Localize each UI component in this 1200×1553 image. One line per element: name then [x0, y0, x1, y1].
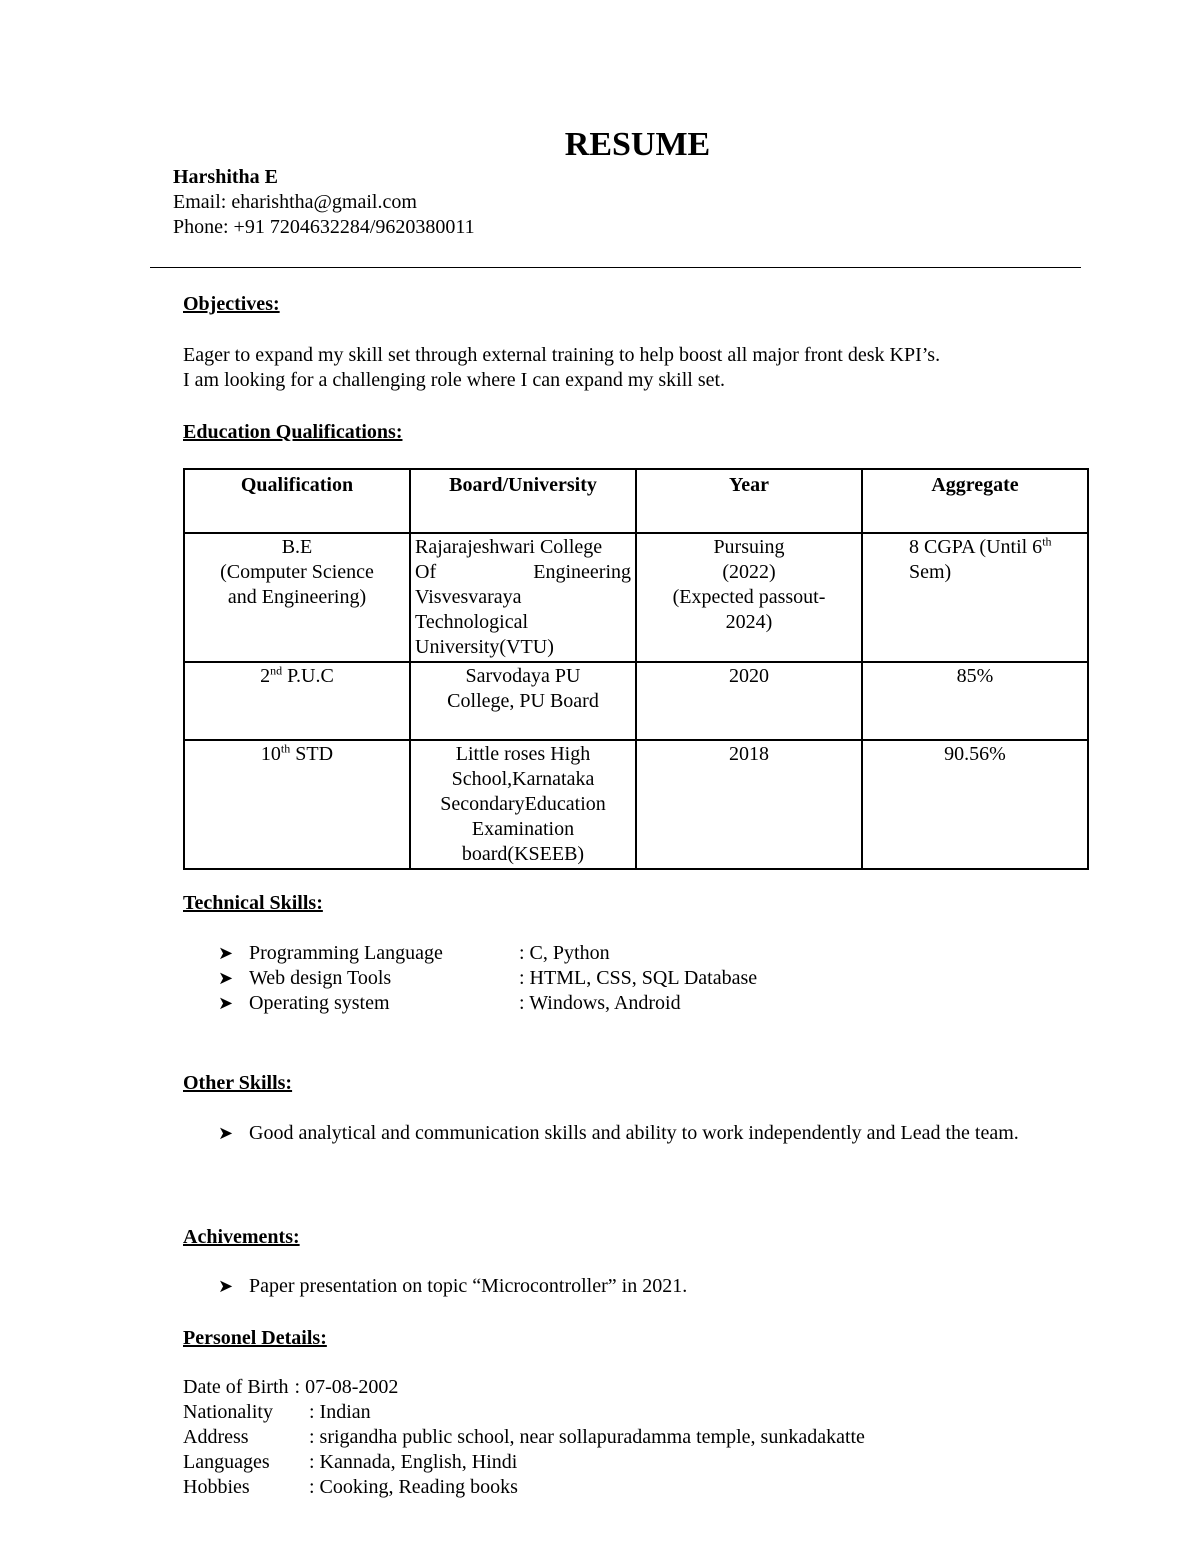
- year-cell: [636, 533, 862, 662]
- personal-value: : Cooking, Reading books: [309, 1476, 518, 1498]
- email-line: Email: eharishtha@gmail.com: [173, 191, 417, 213]
- aggregate-value: 8 CGPA (Until 6th Sem): [909, 534, 1052, 583]
- technical-skills-heading: Technical Skills:: [183, 892, 323, 914]
- cell-line: Sarvodaya PU: [465, 665, 581, 687]
- skill-value: : Windows, Android: [519, 992, 681, 1014]
- skill-label: Programming Language: [249, 942, 443, 964]
- arrowhead-bullet-icon: ➤: [218, 993, 234, 1013]
- skill-value: : HTML, CSS, SQL Database: [519, 967, 758, 989]
- cell-line: College, PU Board: [447, 690, 599, 712]
- skill-label: Web design Tools: [249, 967, 392, 989]
- phone-line: Phone: +91 7204632284/9620380011: [173, 216, 475, 238]
- cell-line: University(VTU): [415, 636, 554, 658]
- cell-line: (Expected passout-: [672, 586, 826, 608]
- objectives-text: [183, 343, 940, 393]
- cell-line: and Engineering): [227, 586, 367, 608]
- table-row: [184, 740, 1088, 869]
- personal-row: [183, 1375, 865, 1400]
- personal-label: Date of Birth: [183, 1376, 289, 1398]
- cell-line: board(KSEEB): [461, 843, 585, 865]
- personal-label: Nationality: [183, 1401, 273, 1423]
- arrowhead-bullet-icon: ➤: [218, 1276, 234, 1296]
- aggregate-cell: 85%: [862, 662, 1088, 740]
- skill-label: Operating system: [249, 992, 390, 1014]
- year-cell: 2018: [636, 740, 862, 869]
- other-skills-list: [218, 1120, 1028, 1147]
- personal-row: [183, 1475, 865, 1500]
- list-item: [218, 1274, 687, 1299]
- technical-skills-list: [218, 941, 757, 1016]
- candidate-name: Harshitha E: [173, 166, 279, 188]
- education-heading: Education Qualifications:: [183, 421, 403, 443]
- achievements-list: [218, 1274, 687, 1299]
- board-cell: [410, 662, 636, 740]
- qualification-value: 2nd P.U.C: [260, 663, 334, 687]
- cell-line: Little roses High: [455, 743, 591, 765]
- aggregate-cell: 90.56%: [862, 740, 1088, 869]
- list-item: [218, 941, 757, 966]
- contact-header: [173, 165, 475, 240]
- personal-value: : Kannada, English, Hindi: [309, 1451, 518, 1473]
- header-divider: [150, 267, 1081, 268]
- personal-label: Languages: [183, 1451, 270, 1473]
- arrowhead-bullet-icon: ➤: [218, 968, 234, 988]
- qualification-value: 10th STD: [260, 741, 334, 765]
- list-item: [218, 966, 757, 991]
- personal-value: : Indian: [309, 1401, 371, 1423]
- education-table: [183, 468, 1089, 870]
- table-header-row: [184, 469, 1088, 533]
- board-cell: [410, 740, 636, 869]
- column-header: Year: [636, 469, 862, 533]
- cell-line: [415, 560, 631, 585]
- personal-label: Hobbies: [183, 1476, 250, 1498]
- skill-value: : C, Python: [519, 942, 610, 964]
- objective-line: I am looking for a challenging role where I can expand my skill set.: [183, 369, 726, 391]
- cell-line: Technological: [415, 611, 528, 633]
- resume-title: RESUME: [564, 126, 711, 163]
- cell-line: SecondaryEducation: [440, 793, 606, 815]
- other-skills-heading: Other Skills:: [183, 1072, 293, 1094]
- year-cell: 2020: [636, 662, 862, 740]
- objective-line: Eager to expand my skill set through external training to help boost all major front desk KPI’s.: [183, 344, 941, 366]
- board-cell: [410, 533, 636, 662]
- personal-label: Address: [183, 1426, 249, 1448]
- personal-row: [183, 1450, 865, 1475]
- column-header: Board/University: [410, 469, 636, 533]
- personal-value: : 07-08-2002: [294, 1376, 399, 1398]
- cell-line: (2022): [722, 561, 776, 583]
- cell-word: Engineering: [533, 561, 631, 583]
- cell-line: (Computer Science: [220, 561, 374, 583]
- other-skill-text: Good analytical and communication skills and ability to work independently and Lead the team.: [249, 1122, 1019, 1144]
- personal-row: [183, 1425, 865, 1450]
- table-row: [184, 533, 1088, 662]
- achievement-text: Paper presentation on topic “Microcontroller” in 2021.: [249, 1275, 688, 1297]
- personal-details: [183, 1375, 865, 1500]
- cell-line: Examination: [471, 818, 575, 840]
- personal-row: [183, 1400, 865, 1425]
- qualification-cell: [184, 662, 410, 740]
- cell-line: School,Karnataka: [451, 768, 595, 790]
- arrowhead-bullet-icon: ➤: [218, 943, 234, 963]
- column-header: Aggregate: [862, 469, 1088, 533]
- list-item: [218, 1120, 1028, 1147]
- personal-details-heading: Personel Details:: [183, 1327, 327, 1349]
- cell-line: B.E: [281, 536, 313, 558]
- cell-line: Rajarajeshwari College: [415, 536, 603, 558]
- cell-line: Pursuing: [713, 536, 785, 558]
- qualification-cell: [184, 533, 410, 662]
- qualification-cell: [184, 740, 410, 869]
- cell-line: Visvesvaraya: [415, 586, 522, 608]
- aggregate-cell: [862, 533, 1088, 662]
- column-header: Qualification: [184, 469, 410, 533]
- table-row: [184, 662, 1088, 740]
- cell-word: Of: [415, 561, 437, 583]
- objectives-heading: Objectives:: [183, 293, 280, 315]
- personal-value: : srigandha public school, near sollapuradamma temple, sunkadakatte: [309, 1426, 865, 1448]
- arrowhead-bullet-icon: ➤: [218, 1123, 234, 1143]
- list-item: [218, 991, 757, 1016]
- achievements-heading: Achivements:: [183, 1226, 300, 1248]
- cell-line: 2024): [725, 611, 773, 633]
